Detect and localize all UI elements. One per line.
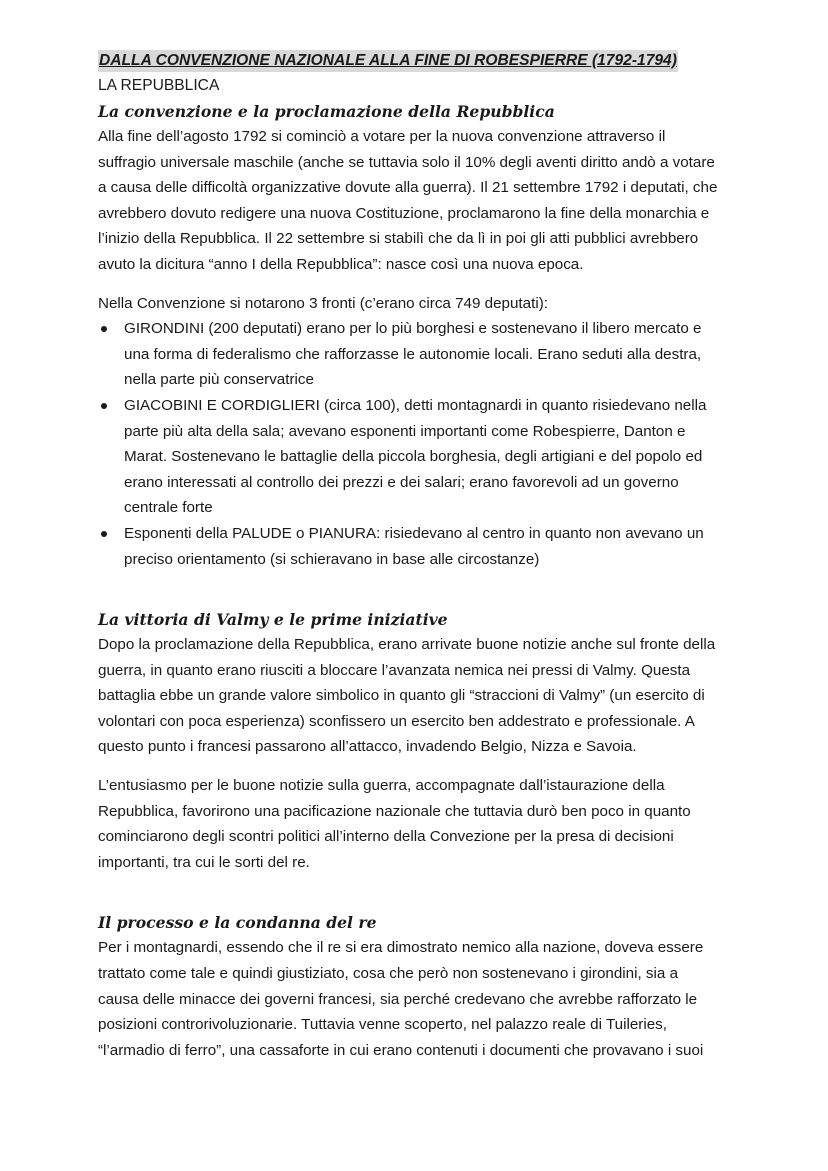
text-line: Marat. Sostenevano le battaglie della piccola borghesia, degli artigiani e del popolo ed (124, 448, 703, 466)
text-line: Repubblica, favorirono una pacificazione nazionale che tuttavia durò ben poco in quanto (98, 802, 691, 820)
text-line: L’entusiasmo per le buone notizie sulla guerra, accompagnate dall’istaurazione della (98, 777, 665, 795)
text-line: avuto la dicitura “anno I della Repubblica”: nasce così una nuova epoca. (98, 255, 584, 273)
text-line: GIRONDINI (200 deputati) erano per lo più borghesi e sostenevano il libero mercato e (124, 320, 702, 338)
text-line: battaglia ebbe un grande valore simbolico in quanto gli “straccioni di Valmy” (un esercito di (98, 687, 705, 705)
text-line: “l’armadio di ferro”, una cassaforte in cui erano contenuti i documenti che provavano i suoi (98, 1041, 704, 1059)
text-line: GIACOBINI E CORDIGLIERI (circa 100), detti montagnardi in quanto risiedevano nella (124, 396, 707, 414)
text-line: una forma di federalismo che rafforzasse le autonomie locali. Erano seduti alla destra, (124, 345, 702, 363)
text-line: Dopo la proclamazione della Repubblica, erano arrivate buone notizie anche sul fronte della (98, 636, 716, 654)
text-line: centrale forte (124, 499, 213, 517)
paragraph-fronti-intro (98, 291, 778, 317)
list-item-girondini (98, 316, 778, 393)
text-line: posizioni controrivoluzionarie. Tuttavia venne scoperto, nel palazzo reale di Tuileries, (98, 1016, 667, 1034)
paragraph-valmy (98, 632, 778, 760)
text-line: avrebbero dovuto redigere una nuova Costituzione, proclamarono la fine della monarchia e (98, 204, 710, 222)
bullet-icon (101, 531, 107, 537)
text-line: importanti, tra cui le sorti del re. (98, 853, 310, 871)
text-line: nella parte più conservatrice (124, 371, 314, 389)
list-item-palude (98, 521, 778, 572)
text-line: guerra, in quanto erano riusciti a bloccare l’avanzata nemica nei pressi di Valmy. Questa (98, 661, 691, 679)
text-line: Nella Convenzione si notarono 3 fronti (c’erano circa 749 deputati): (98, 294, 548, 312)
text-line: volontari con poca esperienza) sconfissero un esercito ben addestrato e professionale. A (98, 712, 695, 730)
paragraph-entusiasmo (98, 773, 778, 875)
list-item-giacobini (98, 393, 778, 521)
text-line: trattato come tale e quindi giustiziato, cosa che però non sostenevano i girondini, sia a (98, 965, 679, 983)
section-heading-convenzione: La convenzione e la proclamazione della Repubblica (98, 102, 555, 121)
text-line: suffragio universale maschile (anche se tuttavia solo il 10% degli aventi diritto andò a votare (98, 153, 715, 171)
document-subtitle: LA REPUBBLICA (98, 77, 220, 94)
paragraph-convenzione (98, 124, 778, 278)
text-line: Alla fine dell’agosto 1792 si cominciò a votare per la nuova convenzione attraverso il (98, 128, 666, 145)
text-line: causa delle minacce dei governi francesi, sia perché credevano che avrebbe rafforzato le (98, 990, 698, 1008)
bullet-icon (101, 403, 107, 409)
text-line: Per i montagnardi, essendo che il re si era dimostrato nemico alla nazione, doveva essere (98, 939, 704, 957)
section-heading-valmy: La vittoria di Valmy e le prime iniziative (98, 610, 448, 630)
section-heading-processo: Il processo e la condanna del re (98, 913, 377, 933)
text-line: l’inizio della Repubblica. Il 22 settembre si stabilì che da lì in poi gli atti pubblici avrebbero (98, 230, 699, 248)
bullet-icon (101, 326, 107, 332)
text-line: Esponenti della PALUDE o PIANURA: risiedevano al centro in quanto non avevano un (124, 524, 704, 542)
paragraph-processo (98, 935, 778, 1063)
fronti-list (98, 316, 778, 572)
text-line: preciso orientamento (si schieravano in base alle circostanze) (124, 550, 540, 568)
text-line: erano interessati al controllo dei prezzi e dei salari; erano favorevoli ad un governo (124, 473, 679, 491)
document-title: DALLA CONVENZIONE NAZIONALE ALLA FINE DI ROBESPIERRE (1792-1794) (98, 50, 678, 72)
text-line: a causa delle difficoltà organizzative dovute alla guerra). Il 21 settembre 1792 i deputati, che (98, 179, 718, 197)
text-line: cominciarono degli scontri politici all’interno della Convezione per la presa di decisioni (98, 828, 674, 846)
text-line: parte più alta della sala; avevano esponenti importanti come Robespierre, Danton e (124, 422, 686, 440)
text-line: questo punto i francesi passarono all’attacco, invadendo Belgio, Nizza e Savoia. (98, 738, 637, 756)
